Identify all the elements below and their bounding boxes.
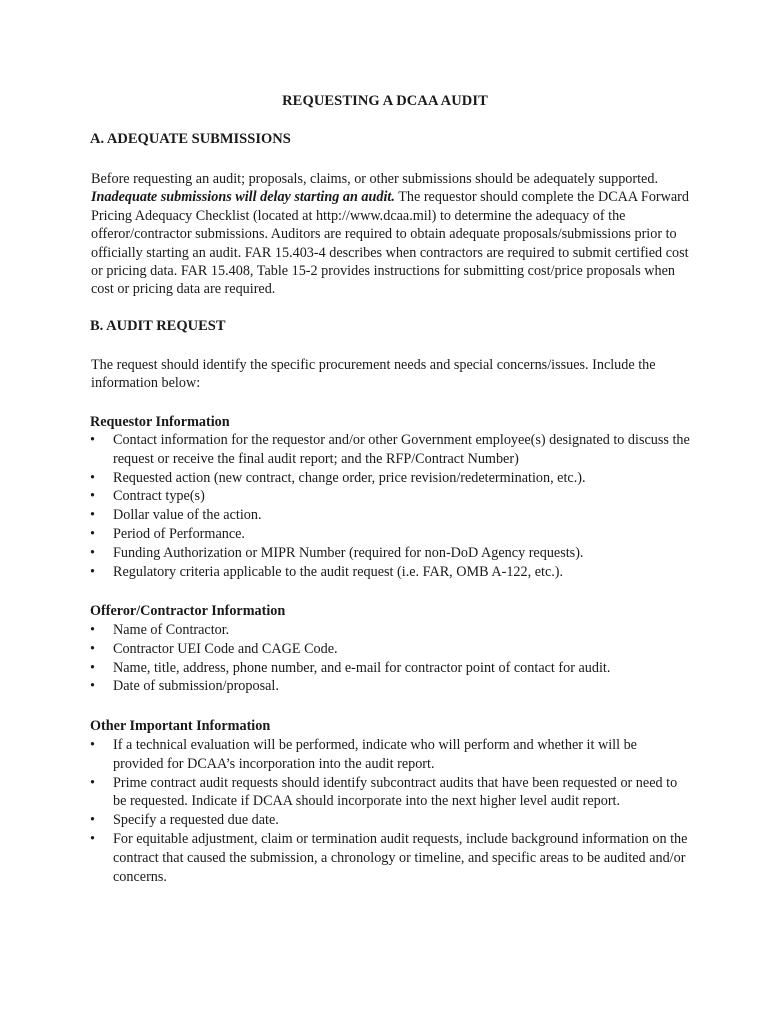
- bullet-icon: •: [90, 432, 95, 448]
- list-item: • Dollar value of the action.: [90, 507, 262, 524]
- bullet-icon: •: [90, 659, 95, 676]
- list-item: • Date of submission/proposal.: [90, 678, 279, 695]
- bullet-icon: •: [90, 774, 95, 791]
- bullet-icon: •: [90, 469, 95, 486]
- bullet-icon: •: [90, 544, 95, 561]
- bullet-icon: •: [90, 507, 95, 524]
- list-item: • Requested action (new contract, change order, price revision/redetermination, etc.).: [90, 469, 586, 486]
- section-a-text-before: Before requesting an audit; proposals, claims, or other submissions should be adequately supported.: [91, 171, 658, 187]
- requestor-list: [90, 431, 690, 581]
- bullet-icon: •: [90, 488, 95, 505]
- list-item: • Name of Contractor.: [90, 622, 230, 638]
- section-a-emphasis: Inadequate submissions will delay starting an audit.: [91, 189, 395, 206]
- offeror-list: [90, 621, 690, 696]
- list-item: • Prime contract audit requests should identify subcontract audits that have been requested or need to be requested. Indicate if DCAA should incorporate into the next higher level audit report.: [90, 774, 678, 810]
- section-a-paragraph: [91, 170, 691, 299]
- list-item: • If a technical evaluation will be performed, indicate who will perform and whether it will be provided for DCAA’s incorporation into the audit report.: [90, 737, 637, 772]
- list-item: • Regulatory criteria applicable to the audit request (i.e. FAR, OMB A-122, etc.).: [90, 563, 564, 580]
- list-item: • Contractor UEI Code and CAGE Code.: [90, 640, 338, 657]
- bullet-icon: •: [90, 622, 95, 638]
- bullet-icon: •: [90, 525, 95, 542]
- requestor-heading: Requestor Information: [90, 414, 230, 430]
- other-list: [90, 736, 690, 886]
- bullet-icon: •: [90, 640, 95, 657]
- bullet-icon: •: [90, 812, 95, 829]
- bullet-icon: •: [90, 678, 95, 695]
- section-a-heading: A. ADEQUATE SUBMISSIONS: [90, 131, 291, 147]
- section-a-text-after: The requestor should complete the DCAA Forward Pricing Adequacy Checklist (located at http://www.dcaa.mil) to determine the adequacy of the offeror/contractor submissions. Auditors are required to obtain adequate proposals/submissions prior to officially starting an audit. FAR 15.403-4 describes when contractors are required to submit certified cost or pricing data. FAR 15.408, Table 15-2 provides instructions for submitting cost/price proposals when cost or pricing data are required.: [91, 189, 689, 298]
- list-item: • Specify a requested due date.: [90, 812, 279, 829]
- list-item: • Period of Performance.: [90, 525, 245, 542]
- page-title: REQUESTING A DCAA AUDIT: [282, 93, 488, 109]
- other-heading: Other Important Information: [90, 718, 271, 734]
- list-item: • Funding Authorization or MIPR Number (required for non-DoD Agency requests).: [90, 544, 584, 561]
- section-b-intro: The request should identify the specific procurement needs and special concerns/issues. Include the information below:: [91, 357, 656, 392]
- bullet-icon: •: [90, 563, 95, 580]
- section-b-heading: B. AUDIT REQUEST: [90, 318, 226, 334]
- offeror-heading: Offeror/Contractor Information: [90, 603, 286, 619]
- bullet-icon: •: [90, 737, 95, 753]
- bullet-icon: •: [90, 830, 95, 847]
- list-item: • Contract type(s): [90, 488, 205, 505]
- list-item: • Name, title, address, phone number, and e-mail for contractor point of contact for audit.: [90, 659, 611, 676]
- list-item: • For equitable adjustment, claim or termination audit requests, include background information on the contract that caused the submission, a chronology or timeline, and specific areas to be audited and/or concerns.: [90, 830, 688, 885]
- list-item: • Contact information for the requestor and/or other Government employee(s) designated to discuss the request or receive the final audit report; and the RFP/Contract Number): [90, 432, 690, 467]
